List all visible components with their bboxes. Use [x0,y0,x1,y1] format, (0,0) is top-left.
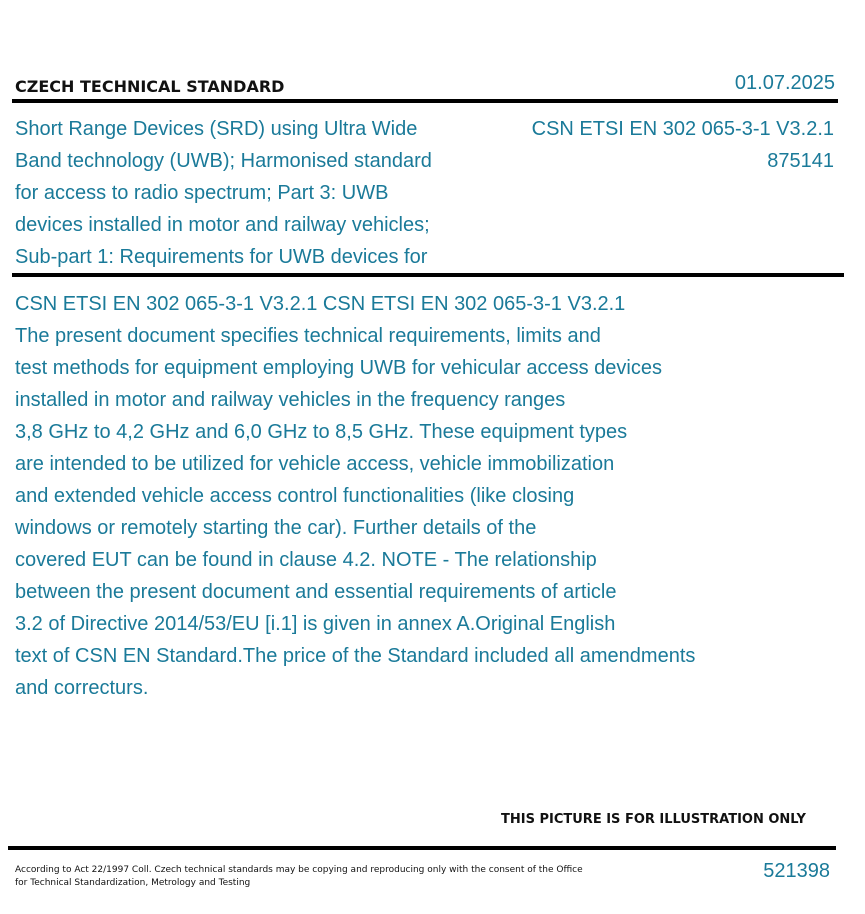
description-line: 3.2 of Directive 2014/53/EU [i.1] is given in annex A.Original English [15,613,616,635]
title-line: for access to radio spectrum; Part 3: UWB [15,182,389,204]
description-line: windows or remotely starting the car). Further details of the [15,517,537,539]
catalog-number: 875141 [767,150,834,172]
legal-line: for Technical Standardization, Metrology and Testing [15,878,251,888]
description-line: text of CSN EN Standard.The price of the Standard included all amendments [15,645,696,667]
legal-line: According to Act 22/1997 Coll. Czech technical standards may be copying and reproducing only with the consent of the Office [15,865,583,875]
legal-notice [15,864,583,890]
description-line: and extended vehicle access control functionalities (like closing [15,485,575,507]
footer-number: 521398 [763,860,830,882]
title-line: Band technology (UWB); Harmonised standard [15,150,432,172]
illustration-disclaimer: THIS PICTURE IS FOR ILLUSTRATION ONLY [501,812,806,827]
standard-code: CSN ETSI EN 302 065-3-1 V3.2.1 [531,118,834,140]
title-divider [12,273,844,277]
description-line: and correcturs. [15,677,149,699]
description-line: The present document specifies technical requirements, limits and [15,325,601,347]
header-divider [12,99,838,103]
description-line: are intended to be utilized for vehicle access, vehicle immobilization [15,453,615,475]
footer-divider [8,846,836,850]
title-line: Short Range Devices (SRD) using Ultra Wide [15,118,418,140]
description-line: 3,8 GHz to 4,2 GHz and 6,0 GHz to 8,5 GHz. These equipment types [15,421,628,443]
title-line: Sub-part 1: Requirements for UWB devices for [15,246,428,268]
description-line: installed in motor and railway vehicles in the frequency ranges [15,389,566,411]
description-line: test methods for equipment employing UWB for vehicular access devices [15,357,662,379]
description-line: CSN ETSI EN 302 065-3-1 V3.2.1 CSN ETSI EN 302 065-3-1 V3.2.1 [15,293,626,315]
standard-codes [532,113,834,177]
standard-description [15,288,775,704]
description-line: between the present document and essential requirements of article [15,581,617,603]
standard-title [15,113,485,273]
description-line: covered EUT can be found in clause 4.2. NOTE - The relationship [15,549,597,571]
title-line: devices installed in motor and railway vehicles; [15,214,430,236]
publication-date: 01.07.2025 [734,72,835,94]
standard-type-label: CZECH TECHNICAL STANDARD [15,77,285,96]
